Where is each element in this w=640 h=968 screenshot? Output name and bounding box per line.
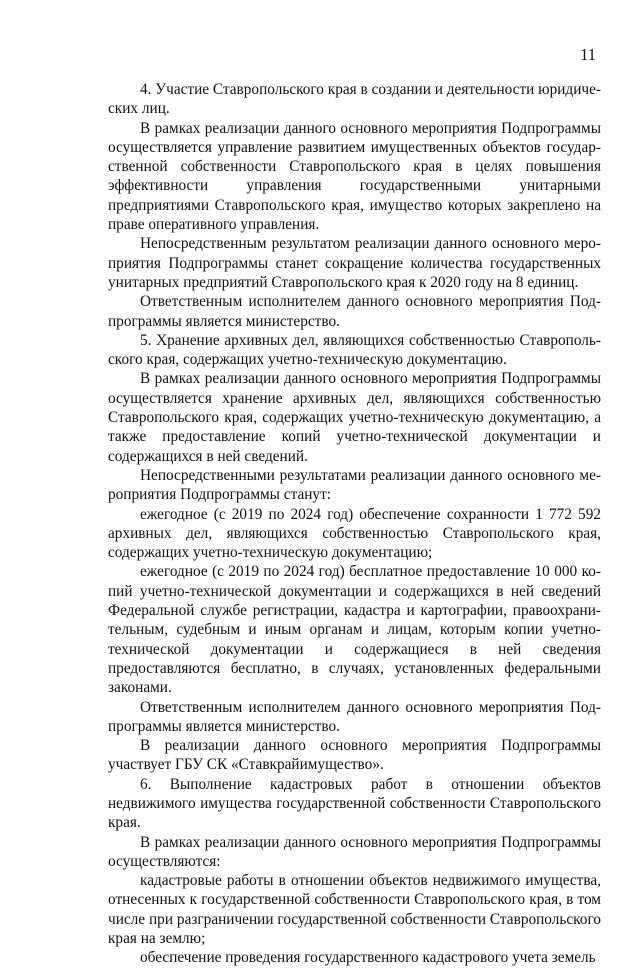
document-body — [108, 80, 601, 968]
paragraph: кадастровые работы в отношении объектов недвижимого имущества, отнесенных к государственной собственности Ставропольского края, в том числе при разграничении государственной собственности Ставропольского края на землю; — [108, 872, 601, 948]
paragraph: В рамках реализации данного основного мероприятия Подпрограммы осуществляется управление развитием имущественных объектов государственной собственности Ставропольского края в целях повышения эффективности управления государственными унитарными предприятиями Ставропольского края, имущество которых закреплено на праве оперативного управления. — [108, 119, 601, 234]
paragraph: В реализации данного основного мероприятия Подпрограммы участвует ГБУ СК «Ставкрайимущество». — [108, 737, 601, 774]
paragraph-item-6-heading: 6. Выполнение кадастровых работ в отношении объектов недвижимого имущества государственной собственности Ставропольского края. — [108, 775, 601, 832]
paragraph: В рамках реализации данного основного мероприятия Подпрограммы осуществляются: — [108, 833, 601, 870]
paragraph-item-4-heading: 4. Участие Ставропольского края в создании и деятельности юридических лиц. — [108, 81, 601, 118]
paragraph: обеспечение проведения государственного кадастрового учета земель — [140, 949, 596, 967]
paragraph: Непосредственным результатом реализации данного основного мероприятия Подпрограммы станет сокращение количества государственных унитарных предприятий Ставропольского края к 2020 году на 8 единиц. — [108, 235, 601, 291]
page-number: 11 — [580, 45, 596, 64]
paragraph: ежегодное (с 2019 по 2024 год) обеспечение сохранности 1 772 592 архивных дел, являющихся собственностью Ставропольского края, содержащих учетно-техническую документацию; — [108, 505, 601, 562]
paragraph: Ответственным исполнителем данного основного мероприятия Подпрограммы является министерство. — [108, 698, 601, 735]
paragraph: В рамках реализации данного основного мероприятия Подпрограммы осуществляется хранение архивных дел, являющихся собственностью Ставропольского края, содержащих учетно-техническую документацию, а также предоставление копий учетно-технической документации и содержащихся в ней сведений. — [108, 370, 601, 465]
paragraph: ежегодное (с 2019 по 2024 год) бесплатное предоставление 10 000 копий учетно-технической документации и содержащихся в ней сведений Федеральной службе регистрации, кадастра и картографии, правоохранительным, судебным и иным органам и лицам, которым копии учетно-технической документации и содержащиеся в ней сведения предоставляются бесплатно, в случаях, установленных федеральными законами. — [108, 563, 601, 697]
paragraph: Непосредственными результатами реализации данного основного мероприятия Подпрограммы станут: — [108, 466, 601, 504]
paragraph-item-5-heading: 5. Хранение архивных дел, являющихся собственностью Ставропольского края, содержащих учетно-техническую документацию. — [108, 331, 601, 369]
paragraph: Ответственным исполнителем данного основного мероприятия Подпрограммы является министерство. — [108, 293, 601, 330]
